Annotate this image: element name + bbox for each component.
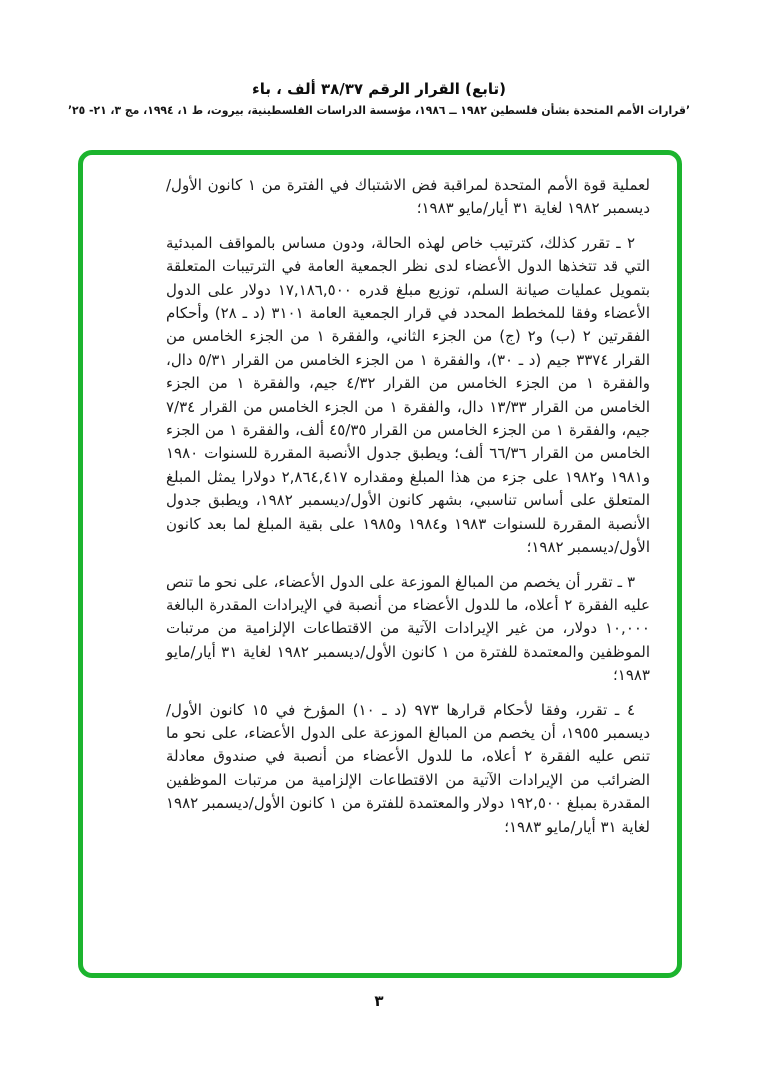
document-header <box>0 80 758 117</box>
document-body <box>166 174 650 839</box>
document-paragraph-4: ٤ ـ تقرر، وفقا لأحكام قرارها ٩٧٣ (د ـ ١٠) المؤرخ في ١٥ كانون الأول/ديسمبر ١٩٥٥، أن يخصم من المبالغ الموزعة على الدول الأعضاء، على نحو ما تنص عليه الفقرة ٢ أعلاه، ما للدول الأعضاء من أنصبة في صندوق معادلة الضرائب من الإيرادات الآتية من الاقتطاعات الإلزامية من مرتبات الموظفين المقدرة بمبلغ ١٩٢,٥٠٠ دولار والمعتمدة للفترة من ١ كانون الأول/ديسمبر ١٩٨٢ لغاية ٣١ أيار/مايو ١٩٨٣؛ <box>166 700 650 836</box>
page-title: (تابع) القرار الرقم ٣٨/٣٧ ألف ، باء <box>252 80 506 98</box>
page-number: ٣ <box>374 992 384 1010</box>
document-paragraph-continuation: لعملية قوة الأمم المتحدة لمراقبة فض الاشتباك في الفترة من ١ كانون الأول/ديسمبر ١٩٨٢ لغاية ٣١ أيار/مايو ١٩٨٣؛ <box>166 176 650 218</box>
document-paragraph-2: ٢ ـ تقرر كذلك، كترتيب خاص لهذه الحالة، ودون مساس بالمواقف المبدئية التي قد تتخذها الدول الأعضاء لدى نظر الجمعية العامة في الترتيبات المتعلقة بتمويل عمليات صيانة السلم، توزيع مبلغ قدره ١٧,١٨٦,٥٠٠ دولار على الدول الأعضاء وفقا للمخطط المحدد في قرار الجمعية العامة ٣١٠١ (د ـ ٢٨) وأحكام الفقرتين ٢ (ب) و٢ (ج) من الجزء الثاني، والفقرة ١ من الجزء الخامس من القرار ٣٣٧٤ جيم (د ـ ٣٠)، والفقرة ١ من الجزء الخامس من القرار ٥/٣١ دال، والفقرة ١ من الجزء الخامس من القرار ٤/٣٢ جيم، والفقرة ١ من الجزء الخامس من القرار ١٣/٣٣ دال، والفقرة ١ من الجزء الخامس من القرار ٧/٣٤ جيم، والفقرة ١ من الجزء الخامس من القرار ٤٥/٣٥ ألف، والفقرة ١ من الجزء الخامس من القرار ٦٦/٣٦ ألف؛ ويطبق جدول الأنصبة المقررة للسنوات ١٩٨٠ و١٩٨١ و١٩٨٢ على جزء من هذا المبلغ ومقداره ٢,٨٦٤,٤١٧ دولارا يمثل المبلغ المتعلق على أساس تناسبي، بشهر كانون الأول/ديسمبر ١٩٨٢، ويطبق جدول الأنصبة المقررة للسنوات ١٩٨٣ و١٩٨٤ و١٩٨٥ على بقية المبلغ لما بعد كانون الأول/ديسمبر ١٩٨٢؛ <box>166 233 651 557</box>
document-paragraph-3: ٣ ـ تقرر أن يخصم من المبالغ الموزعة على الدول الأعضاء، على نحو ما تنص عليه الفقرة ٢ أعلاه، ما للدول الأعضاء من أنصبة في الإيرادات المقدرة البالغة ١٠,٠٠٠ دولار، من غير الإيرادات الآتية من الاقتطاعات الإلزامية من مرتبات الموظفين والمعتمدة للفترة من ١ كانون الأول/ديسمبر ١٩٨٢ لغاية ٣١ أيار/مايو ١٩٨٣؛ <box>166 572 650 685</box>
source-citation: ’قرارات الأمم المتحدة بشأن فلسطين ١٩٨٢ ــ ١٩٨٦، مؤسسة الدراسات الفلسطينية، بيروت، ط ١، ١٩٩٤، مج ٣، ٢١- ٢٥’ <box>67 103 691 118</box>
